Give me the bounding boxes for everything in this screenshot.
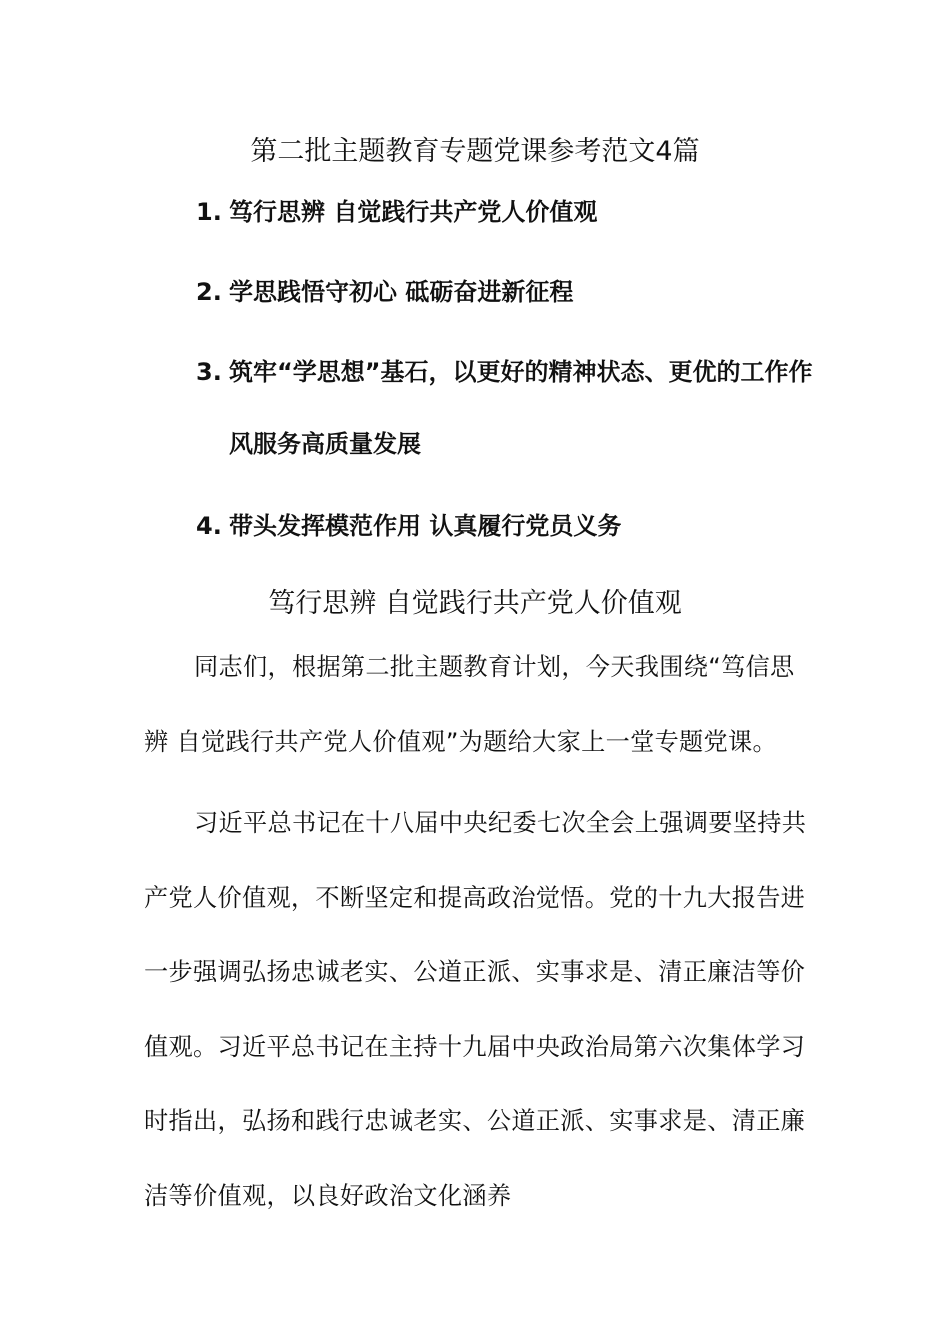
toc-item [196, 272, 814, 312]
toc-item-text: 带头发挥模范作用 认真履行党员义务 [229, 512, 622, 540]
document-title: 第二批主题教育专题党课参考范文4篇 [250, 136, 700, 167]
toc-item-number: 1. [196, 198, 222, 226]
toc-item-number: 2. [196, 278, 222, 306]
toc-item-text: 筑牢“学思想”基石，以更好的精神状态、更优的工作作风服务高质量发展 [229, 358, 813, 458]
toc-item [196, 506, 814, 546]
toc-item-text: 学思践悟守初心 砥砺奋进新征程 [229, 278, 574, 306]
body-paragraph: 习近平总书记在十八届中央纪委七次全会上强调要坚持共产党人价值观，不断坚定和提高政治觉悟。党的十九大报告进一步强调弘扬忠诚老实、公道正派、实事求是、清正廉洁等价值观。习近平总书记在主持十九届中央政治局第六次集体学习时指出，弘扬和践行忠诚老实、公道正派、实事求是、清正廉洁等价值观，以良好政治文化涵养 [144, 809, 807, 1210]
body-paragraph: 同志们，根据第二批主题教育计划，今天我围绕“笃信思辨 自觉践行共产党人价值观”为题给大家上一堂专题党课。 [144, 653, 795, 756]
toc-item-text: 笃行思辨 自觉践行共产党人价值观 [229, 198, 598, 226]
section-heading: 笃行思辨 自觉践行共产党人价值观 [268, 588, 682, 619]
toc-item [196, 192, 814, 232]
toc-item-number: 4. [196, 512, 222, 540]
toc-item [196, 352, 814, 480]
toc-item-number: 3. [196, 358, 222, 386]
